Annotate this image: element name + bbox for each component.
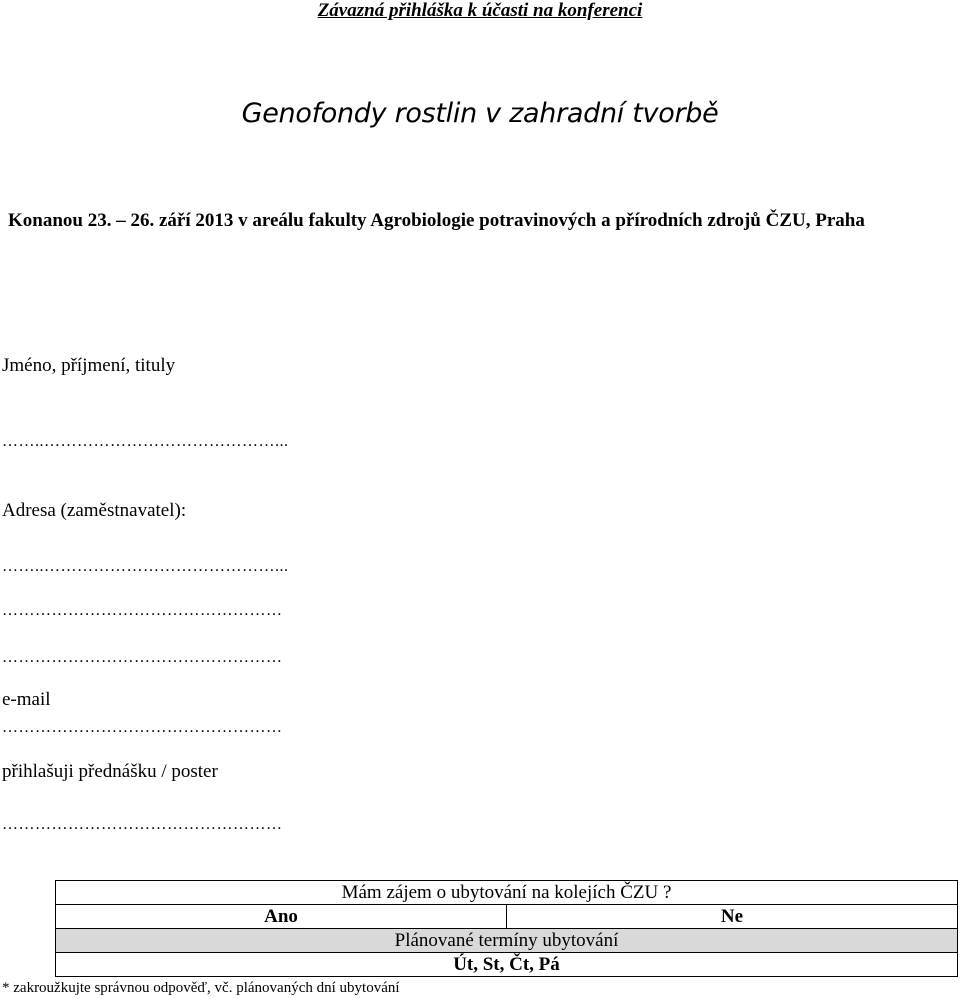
footnote: * zakroužkujte správnou odpověď, vč. plánovaných dní ubytování (2, 980, 400, 996)
conference-title: Genofondy rostlin v zahradní tvorbě (241, 98, 719, 129)
address-field-line-2[interactable]: …………………………………………… (2, 602, 283, 619)
address-label: Adresa (zaměstnavatel): (2, 500, 187, 521)
dates-heading-row (56, 929, 958, 953)
accommodation-question: Mám zájem o ubytování na kolejích ČZU ? (56, 881, 958, 905)
days-row (56, 953, 958, 977)
name-field[interactable]: ……..……………………………………... (2, 433, 289, 450)
lecture-label: přihlašuji přednášku / poster (2, 761, 218, 782)
email-field[interactable]: …………………………………………… (2, 719, 283, 736)
answer-yes[interactable]: Ano (56, 905, 507, 929)
days-options[interactable]: Út, St, Čt, Pá (56, 953, 958, 977)
address-field-line-3[interactable]: …………………………………………… (2, 649, 283, 666)
venue-line: Konanou 23. – 26. září 2013 v areálu fakulty Agrobiologie potravinových a přírodních zdrojů ČZU, Praha (8, 210, 865, 231)
accommodation-table (55, 880, 958, 977)
lecture-field[interactable]: …………………………………………… (2, 816, 283, 833)
name-label: Jméno, příjmení, tituly (2, 355, 176, 376)
accommodation-answer-row (56, 905, 958, 929)
email-label: e-mail (2, 689, 51, 710)
form-heading: Závazná přihláška k účasti na konferenci (317, 0, 643, 21)
address-field-line-1[interactable]: ……..……………………………………... (2, 558, 289, 575)
accommodation-question-row (56, 881, 958, 905)
dates-heading: Plánované termíny ubytování (56, 929, 958, 953)
answer-no[interactable]: Ne (507, 905, 958, 929)
